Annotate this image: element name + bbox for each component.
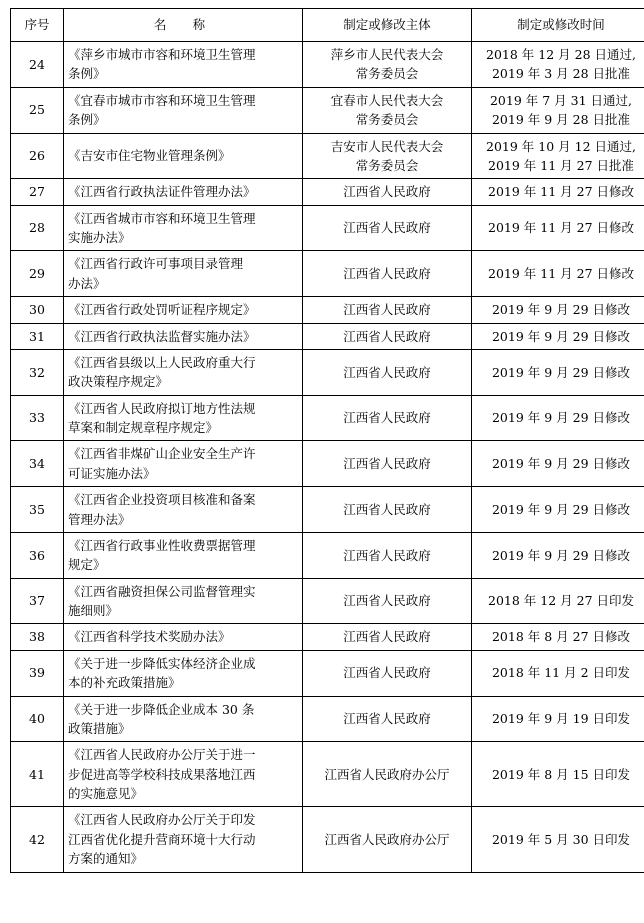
cell-authority-line: 江西省人民政府办公厅 [324, 831, 450, 847]
cell-date-line: 2019 年 7 月 31 日通过, [489, 92, 632, 108]
cell-authority [303, 441, 472, 487]
cell-date-line: 2019 年 3 月 28 日批准 [491, 66, 631, 82]
cell-name [64, 624, 303, 650]
cell-sequence: 27 [11, 179, 64, 205]
cell-date [472, 487, 644, 533]
cell-name-line: 可证实施办法》 [68, 465, 156, 481]
cell-name-line: 《萍乡市城市市容和环境卫生管理 [68, 47, 256, 62]
regulations-table [10, 8, 644, 873]
cell-date-line: 2019 年 9 月 29 日修改 [491, 547, 631, 563]
cell-date [472, 205, 644, 251]
cell-name-line: 《江西省行政事业性收费票据管理 [68, 537, 256, 553]
cell-authority [303, 807, 472, 872]
cell-name [64, 696, 303, 742]
cell-sequence: 28 [11, 205, 64, 251]
cell-date [472, 441, 644, 487]
cell-name [64, 179, 303, 205]
cell-name-line: 实施办法》 [68, 230, 131, 245]
table-row [11, 179, 644, 205]
cell-authority [303, 487, 472, 533]
cell-date-line: 2019 年 9 月 29 日修改 [491, 302, 631, 318]
cell-date-line: 2019 年 9 月 29 日修改 [491, 501, 631, 517]
cell-authority-line: 江西省人民政府办公厅 [324, 766, 450, 782]
cell-sequence: 29 [11, 251, 64, 297]
cell-name-line: 管理办法》 [68, 511, 131, 527]
cell-sequence: 34 [11, 441, 64, 487]
cell-name [64, 251, 303, 297]
cell-date-line: 2019 年 11 月 27 日修改 [488, 266, 634, 282]
cell-authority [303, 742, 472, 807]
cell-name-line: 《关于进一步降低实体经济企业成 [68, 655, 256, 671]
cell-name-line: 的实施意见》 [68, 786, 144, 801]
cell-name [64, 487, 303, 533]
table-row [11, 297, 644, 323]
cell-sequence: 26 [11, 133, 64, 179]
cell-name-line: 办法》 [68, 275, 106, 291]
cell-authority-line: 江西省人民政府 [343, 547, 431, 563]
cell-name [64, 578, 303, 624]
cell-date-line: 2019 年 9 月 29 日修改 [491, 456, 631, 472]
cell-authority-line: 江西省人民政府 [343, 665, 431, 681]
table-row [11, 133, 644, 179]
table-row [11, 578, 644, 624]
cell-sequence: 38 [11, 624, 64, 650]
cell-authority-line: 江西省人民政府 [343, 593, 431, 609]
cell-authority [303, 251, 472, 297]
cell-authority [303, 297, 472, 323]
cell-authority [303, 87, 472, 133]
table-row [11, 349, 644, 395]
cell-name-line: 《江西省城市市容和环境卫生管理 [68, 210, 256, 226]
cell-date-line: 2019 年 9 月 19 日印发 [491, 711, 631, 727]
cell-name-line: 《宜春市城市市容和环境卫生管理 [68, 92, 256, 108]
cell-name [64, 807, 303, 872]
table-row [11, 323, 644, 349]
cell-authority [303, 205, 472, 251]
cell-date [472, 807, 644, 872]
cell-authority-line: 江西省人民政府 [343, 501, 431, 517]
cell-name-line: 《江西省人民政府办公厅关于进一 [68, 747, 256, 763]
cell-date-line: 2019 年 9 月 29 日修改 [491, 410, 631, 426]
cell-name-line: 《江西省科学技术奖励办法》 [68, 629, 231, 645]
cell-date [472, 323, 644, 349]
column-header-name: 名 称 [64, 9, 303, 42]
cell-name [64, 133, 303, 179]
cell-authority-line: 江西省人民政府 [343, 266, 431, 282]
cell-name-line: 本的补充政策措施》 [68, 675, 181, 691]
cell-name-line: 政策措施》 [68, 720, 131, 736]
cell-date-line: 2019 年 9 月 28 日批准 [491, 112, 631, 128]
cell-date-line: 2018 年 12 月 28 日通过, [486, 47, 636, 62]
column-header-date: 制定或修改时间 [472, 9, 644, 42]
cell-name-line: 《江西省行政许可事项目录管理 [68, 256, 244, 272]
cell-date-line: 2019 年 9 月 29 日修改 [491, 328, 631, 344]
table-row [11, 205, 644, 251]
cell-authority-line: 江西省人民政府 [343, 410, 431, 426]
cell-authority-line: 萍乡市人民代表大会 [330, 47, 444, 62]
cell-name-line: 《江西省行政执法监督实施办法》 [68, 328, 256, 344]
cell-sequence: 24 [11, 42, 64, 88]
cell-date-line: 2018 年 12 月 27 日印发 [488, 593, 634, 609]
cell-name-line: 《江西省行政执法证件管理办法》 [68, 184, 256, 200]
table-row [11, 742, 644, 807]
cell-name-line: 《江西省人民政府办公厅关于印发 [68, 812, 256, 828]
cell-authority [303, 133, 472, 179]
cell-date [472, 349, 644, 395]
cell-authority [303, 179, 472, 205]
cell-sequence: 32 [11, 349, 64, 395]
cell-name [64, 742, 303, 807]
cell-name [64, 395, 303, 441]
cell-date [472, 742, 644, 807]
cell-authority-line: 江西省人民政府 [343, 456, 431, 472]
cell-name-line: 规定》 [68, 557, 106, 573]
cell-date-line: 2019 年 10 月 12 日通过, [486, 138, 636, 154]
cell-name-line: 《江西省企业投资项目核准和备案 [68, 492, 256, 508]
cell-date-line: 2019 年 5 月 30 日印发 [491, 831, 631, 847]
table-row [11, 42, 644, 88]
cell-name [64, 297, 303, 323]
cell-authority-line: 江西省人民政府 [343, 184, 431, 200]
cell-sequence: 37 [11, 578, 64, 624]
cell-sequence: 30 [11, 297, 64, 323]
cell-authority-line: 江西省人民政府 [343, 220, 431, 236]
cell-date [472, 395, 644, 441]
cell-name-line: 《江西省融资担保公司监督管理实 [68, 583, 256, 599]
table-row [11, 251, 644, 297]
cell-name-line: 《关于进一步降低企业成本 30 条 [68, 701, 255, 717]
cell-authority [303, 578, 472, 624]
table-row [11, 532, 644, 578]
cell-authority-line: 江西省人民政府 [343, 302, 431, 318]
cell-sequence: 41 [11, 742, 64, 807]
table-row [11, 624, 644, 650]
table-row [11, 395, 644, 441]
cell-authority-line: 宜春市人民代表大会 [330, 92, 444, 108]
cell-authority-line: 江西省人民政府 [343, 328, 431, 344]
table-row [11, 650, 644, 696]
cell-sequence: 31 [11, 323, 64, 349]
cell-name [64, 532, 303, 578]
cell-authority-line: 常务委员会 [355, 66, 419, 82]
table-row [11, 807, 644, 872]
cell-authority-line: 江西省人民政府 [343, 364, 431, 380]
table-row [11, 696, 644, 742]
cell-date-line: 2018 年 8 月 27 日修改 [491, 629, 631, 645]
cell-date [472, 532, 644, 578]
cell-name-line: 施细则》 [68, 603, 119, 618]
cell-date [472, 179, 644, 205]
cell-name-line: 《江西省县级以上人民政府重大行 [68, 354, 256, 370]
cell-date-line: 2018 年 11 月 2 日印发 [491, 665, 631, 681]
cell-date-line: 2019 年 8 月 15 日印发 [491, 766, 631, 782]
cell-authority [303, 650, 472, 696]
cell-date [472, 297, 644, 323]
cell-name [64, 349, 303, 395]
cell-name-line: 条例》 [68, 66, 106, 82]
cell-authority-line: 江西省人民政府 [343, 711, 431, 727]
cell-name-line: 政决策程序规定》 [68, 374, 169, 390]
cell-name-line: 《江西省行政处罚听证程序规定》 [68, 302, 256, 318]
cell-date [472, 696, 644, 742]
cell-name-line: 江西省优化提升营商环境十大行动 [68, 831, 256, 847]
cell-authority [303, 349, 472, 395]
column-header-sequence: 序号 [11, 9, 64, 42]
cell-authority [303, 532, 472, 578]
cell-name-line: 条例》 [68, 112, 106, 128]
cell-date [472, 578, 644, 624]
cell-date [472, 251, 644, 297]
table-body [11, 42, 644, 873]
cell-authority [303, 323, 472, 349]
table-row [11, 441, 644, 487]
cell-authority-line: 常务委员会 [355, 112, 419, 128]
cell-sequence: 25 [11, 87, 64, 133]
cell-name-line: 《吉安市住宅物业管理条例》 [68, 148, 231, 164]
cell-name [64, 441, 303, 487]
cell-name [64, 42, 303, 88]
cell-date-line: 2019 年 11 月 27 日修改 [488, 184, 634, 200]
cell-date [472, 87, 644, 133]
column-header-authority: 制定或修改主体 [303, 9, 472, 42]
cell-sequence: 42 [11, 807, 64, 872]
cell-date [472, 650, 644, 696]
cell-authority [303, 42, 472, 88]
cell-name [64, 650, 303, 696]
cell-sequence: 35 [11, 487, 64, 533]
cell-sequence: 40 [11, 696, 64, 742]
cell-sequence: 36 [11, 532, 64, 578]
cell-name [64, 323, 303, 349]
cell-authority-line: 吉安市人民代表大会 [330, 138, 444, 154]
table-row [11, 87, 644, 133]
cell-date-line: 2019 年 11 月 27 日修改 [488, 220, 634, 236]
cell-authority-line: 江西省人民政府 [343, 629, 431, 645]
cell-date [472, 624, 644, 650]
table-header-row [11, 9, 644, 42]
cell-name [64, 87, 303, 133]
cell-name-line: 方案的通知》 [68, 851, 144, 867]
cell-date-line: 2019 年 11 月 27 日批准 [488, 157, 634, 173]
cell-name-line: 《江西省人民政府拟订地方性法规 [68, 400, 256, 416]
cell-name [64, 205, 303, 251]
cell-date [472, 133, 644, 179]
table-header [11, 9, 644, 42]
cell-date-line: 2019 年 9 月 29 日修改 [491, 364, 631, 380]
cell-date [472, 42, 644, 88]
cell-authority [303, 395, 472, 441]
cell-authority [303, 624, 472, 650]
cell-name-line: 草案和制定规章程序规定》 [68, 420, 219, 435]
table-row [11, 487, 644, 533]
cell-sequence: 33 [11, 395, 64, 441]
cell-sequence: 39 [11, 650, 64, 696]
cell-name-line: 步促进高等学校科技成果落地江西 [68, 766, 256, 782]
cell-authority-line: 常务委员会 [355, 157, 419, 173]
cell-name-line: 《江西省非煤矿山企业安全生产许 [68, 446, 256, 462]
cell-authority [303, 696, 472, 742]
